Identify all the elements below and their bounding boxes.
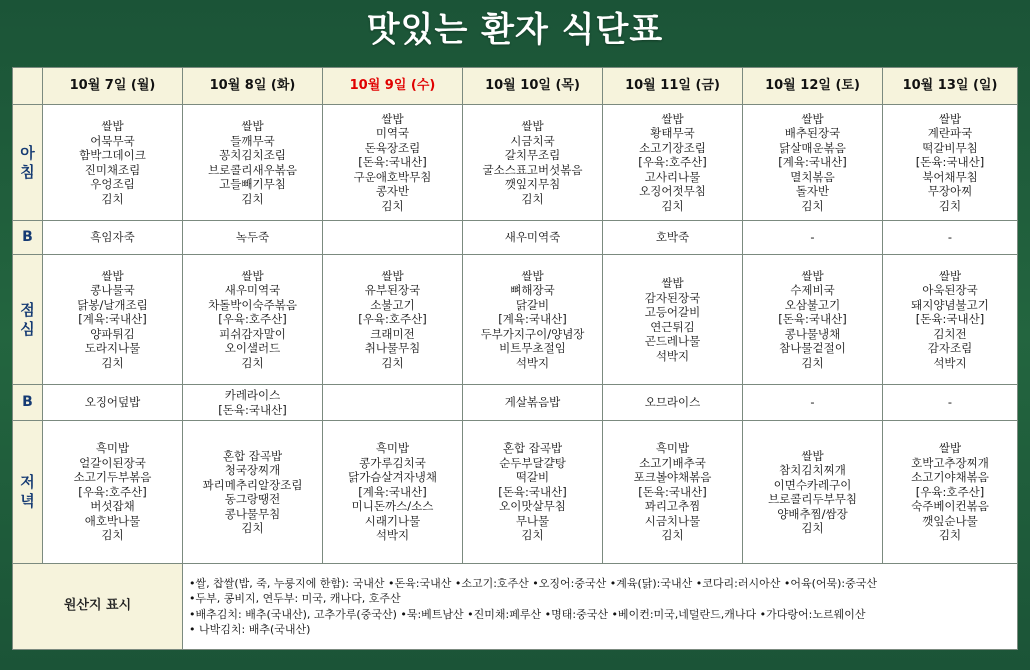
menu-cell (463, 385, 603, 421)
meal-label (13, 221, 43, 255)
menu-item: 애호박나물 (84, 513, 141, 528)
menu-item: 콩나물냉채 (784, 326, 841, 341)
day-header: 10월 8일 (화) (183, 68, 323, 105)
menu-item: 크래미전 (370, 326, 415, 341)
menu-item: 굴소스표고버섯볶음 (482, 162, 583, 177)
menu-item: [계육:국내산] (498, 312, 567, 327)
menu-item: 김치 (661, 198, 684, 213)
menu-item: 숙주베이컨볶음 (911, 499, 989, 514)
day-header: 10월 11일 (금) (603, 68, 743, 105)
meal-row (13, 221, 1018, 255)
menu-item: 참치김치찌개 (779, 463, 846, 477)
menu-item: 청국장찌개 (224, 463, 281, 477)
menu-item: 미역국 (375, 126, 410, 141)
menu-item: [돈육:국내산] (498, 484, 567, 499)
day-header: 10월 10일 (목) (463, 68, 603, 105)
menu-item: 김치 (241, 191, 264, 206)
menu-item: 석박지 (375, 528, 410, 543)
menu-item: 어묵무국 (90, 133, 135, 148)
menu-item: 소고기장조림 (639, 140, 706, 155)
menu-item: 새우미역죽 (504, 230, 561, 245)
menu-cell (463, 255, 603, 385)
menu-item: 쌀밥 (801, 448, 824, 463)
menu-item: 브로콜리두부무침 (768, 492, 857, 506)
menu-cell (603, 255, 743, 385)
menu-item: 도라지나물 (84, 341, 141, 356)
menu-item: 혼합 잡곡밥 (502, 441, 563, 456)
day-header: 10월 9일 (수) (323, 68, 463, 105)
menu-item: 우엉조림 (90, 177, 135, 191)
menu-item: 꽈리고추찜 (644, 499, 701, 514)
menu-item: 무나물 (515, 513, 550, 528)
menu-item: 차돌박이숙주볶음 (208, 297, 297, 312)
menu-item: 멸치볶음 (790, 169, 835, 184)
menu-item: 감자조림 (927, 341, 973, 356)
meal-label (13, 421, 43, 564)
menu-item: 고들빼기무침 (219, 177, 286, 191)
menu-item: 포크볼야채볶음 (633, 470, 712, 485)
meal-label (13, 255, 43, 385)
menu-cell (183, 255, 323, 385)
origin-line: • 나박김치: 배추(국내산) (189, 623, 311, 636)
menu-cell (603, 221, 743, 255)
menu-item: 계란파국 (927, 126, 973, 141)
menu-cell (183, 105, 323, 221)
menu-item: 김치전 (933, 326, 967, 341)
menu-item: 콩나물국 (90, 283, 135, 298)
menu-item: 쌀밥 (938, 111, 962, 126)
menu-item: [우육:호주산] (218, 312, 287, 327)
menu-item: 쌀밥 (101, 119, 124, 133)
menu-item: 콩자반 (375, 184, 410, 199)
menu-item: 미니돈까스/소스 (351, 499, 434, 514)
menu-item: 시금치나물 (644, 513, 701, 528)
menu-item: 오삼불고기 (784, 297, 841, 312)
origin-label: 원산지 표시 (13, 564, 183, 650)
menu-item: 소고기배추국 (639, 455, 706, 470)
meal-label-char: B (22, 229, 33, 245)
menu-item: 무장아찌 (927, 184, 973, 199)
menu-item: 흑미밥 (375, 441, 410, 456)
menu-item: 수제비국 (790, 283, 835, 298)
menu-item: 카레라이스 (224, 388, 281, 402)
menu-item: 들깨무국 (230, 133, 275, 148)
menu-item: 닭봉/날개조림 (77, 297, 148, 312)
menu-item: 쌀밥 (241, 268, 264, 283)
menu-item: 브로콜리새우볶음 (208, 162, 297, 177)
menu-item: 시금치국 (510, 133, 555, 148)
menu-item: 김치 (521, 528, 544, 543)
menu-item: 김치 (801, 521, 824, 535)
menu-item: 유부된장국 (364, 283, 421, 298)
meal-label-char: 아 (20, 143, 35, 162)
menu-item: [돈육:국내산] (778, 312, 847, 327)
menu-item: - (947, 395, 953, 410)
meal-label-char: B (22, 394, 33, 410)
menu-cell (183, 421, 323, 564)
menu-item: 취나물무침 (364, 341, 421, 356)
menu-cell (323, 385, 463, 421)
menu-item: 꽁치김치조림 (219, 148, 286, 162)
menu-item: [돈육:국내산] (218, 402, 287, 417)
menu-item: 양파튀김 (90, 326, 135, 341)
menu-item: 혼합 잡곡밥 (222, 448, 283, 463)
menu-cell (743, 421, 883, 564)
menu-item: [우육:호주산] (78, 484, 147, 499)
menu-item: [돈육:국내산] (638, 484, 707, 499)
menu-item: 쌀밥 (241, 119, 264, 133)
menu-cell (883, 421, 1018, 564)
menu-item: 배추된장국 (784, 126, 841, 141)
menu-item: 쌀밥 (521, 119, 544, 133)
menu-cell (883, 255, 1018, 385)
menu-item: 감자된장국 (644, 290, 701, 305)
menu-item: 소고기야채볶음 (911, 470, 989, 485)
day-header: 10월 12일 (토) (743, 68, 883, 105)
header-corner (13, 68, 43, 105)
meal-label-char: 저 (20, 473, 35, 491)
menu-item: 구운애호박무침 (353, 169, 432, 184)
menu-cell (463, 421, 603, 564)
origin-line: •배추김치: 배추(국내산), 고추가루(중국산) •묵:베트남산 •진미채:페루산 •명태:중국산 •베이컨:미국,네덜란드,캐나다 •가다랑어:노르웨이산 (189, 607, 866, 621)
menu-cell (43, 221, 183, 255)
menu-item: [우육:호주산] (915, 484, 985, 499)
menu-item: 김치 (381, 355, 404, 370)
origin-details (183, 564, 1018, 650)
day-header: 10월 13일 (일) (883, 68, 1018, 105)
menu-item: 새우미역국 (224, 283, 281, 298)
day-header: 10월 7일 (월) (43, 68, 183, 105)
menu-item: 돈육장조림 (364, 140, 421, 155)
menu-item: 김치 (241, 355, 264, 370)
menu-cell (43, 385, 183, 421)
menu-item: 김치 (101, 528, 124, 543)
menu-item: 녹두죽 (235, 230, 270, 245)
menu-item: 김치 (938, 528, 962, 543)
menu-item: 돼지양념불고기 (911, 297, 989, 312)
menu-cell (463, 221, 603, 255)
meal-plan-table (12, 67, 1018, 650)
menu-item: 김치 (101, 355, 124, 370)
menu-item: 흑임자죽 (90, 230, 135, 245)
meal-label-char: 심 (20, 319, 35, 338)
menu-item: - (947, 230, 953, 245)
menu-item: 김치 (381, 198, 404, 213)
meal-row (13, 255, 1018, 385)
menu-item: 쌀밥 (661, 111, 684, 126)
menu-cell (883, 221, 1018, 255)
menu-item: 황태무국 (650, 126, 695, 141)
menu-item: 이면수카레구이 (773, 477, 852, 492)
menu-item: 돌자반 (795, 184, 830, 199)
menu-item: 김치 (521, 191, 544, 206)
meal-row (13, 105, 1018, 221)
menu-item: 김치 (661, 528, 684, 543)
menu-cell (183, 385, 323, 421)
menu-item: 버섯잡채 (90, 499, 135, 514)
menu-item: 소고기두부볶음 (73, 470, 152, 485)
menu-item: 김치 (801, 355, 824, 370)
menu-item: 떡갈비무침 (922, 140, 978, 155)
menu-item: 오이샐러드 (224, 341, 281, 356)
menu-item: 쌀밥 (938, 441, 962, 456)
menu-item: 오므라이스 (644, 395, 701, 410)
menu-item: 김치 (938, 198, 962, 213)
menu-item: 쌀밥 (661, 276, 684, 290)
origin-line: •두부, 콩비지, 연두부: 미국, 캐나다, 호주산 (189, 592, 401, 605)
menu-item: 닭가슴살겨자냉채 (348, 470, 437, 485)
menu-item: 함박그데이크 (79, 148, 146, 162)
menu-cell (183, 221, 323, 255)
menu-item: 석박지 (515, 355, 550, 370)
menu-cell (323, 255, 463, 385)
menu-cell (463, 105, 603, 221)
menu-item: 쌀밥 (381, 111, 404, 126)
menu-item: 닭살매운볶음 (779, 140, 846, 155)
menu-item: 쌀밥 (801, 111, 824, 126)
menu-cell (323, 105, 463, 221)
meal-row (13, 421, 1018, 564)
menu-item: 호박죽 (655, 230, 690, 245)
menu-item: 쌀밥 (381, 268, 404, 283)
menu-item: 진미채조림 (84, 162, 141, 177)
menu-item: 비트무초절임 (499, 341, 566, 356)
menu-item: 호박고추장찌개 (911, 455, 989, 470)
menu-item: 꽈리메추리알장조림 (202, 477, 303, 492)
menu-item: 김치 (101, 191, 124, 206)
menu-item: 고등어갈비 (644, 305, 701, 319)
menu-item: 흑미밥 (95, 441, 130, 456)
menu-item: - (810, 230, 815, 245)
meal-label-char: 녁 (20, 492, 35, 510)
menu-item: 두부가지구이/양념장 (480, 326, 585, 341)
meal-label (13, 385, 43, 421)
menu-item: 아욱된장국 (922, 283, 978, 298)
menu-cell (603, 105, 743, 221)
menu-cell (883, 105, 1018, 221)
header-row (13, 68, 1018, 105)
menu-item: 양배추찜/쌈장 (777, 506, 848, 521)
menu-cell (603, 385, 743, 421)
page-title: 맛있는 환자 식단표 (366, 10, 664, 50)
meal-label-char: 침 (20, 162, 35, 181)
menu-item: [계육:국내산] (778, 155, 847, 170)
menu-item: - (810, 395, 815, 410)
menu-item: 쌀밥 (938, 268, 962, 283)
menu-cell (603, 421, 743, 564)
menu-cell (743, 221, 883, 255)
menu-item: 콩나물무침 (224, 506, 281, 521)
menu-item: 깻잎순나물 (922, 513, 978, 528)
origin-row (13, 564, 1018, 650)
menu-item: 쌀밥 (801, 268, 824, 283)
menu-item: 쌀밥 (101, 268, 124, 283)
menu-item: 피쉬감자말이 (219, 326, 286, 341)
menu-item: 얼갈이된장국 (79, 455, 146, 470)
menu-item: 깻잎지무침 (504, 177, 561, 191)
menu-item: 떡갈비 (515, 470, 550, 485)
menu-item: 흑미밥 (655, 441, 690, 456)
menu-item: 곤드레나물 (644, 334, 701, 348)
menu-item: 김치 (801, 198, 824, 213)
menu-item: 연근튀김 (650, 319, 695, 334)
menu-item: 소불고기 (370, 297, 415, 312)
menu-item: 쌀밥 (521, 268, 544, 283)
menu-item: [돈육:국내산] (915, 312, 985, 327)
menu-item: [돈육:국내산] (915, 155, 985, 170)
meal-label-char: 점 (20, 300, 35, 319)
menu-item: [우육:호주산] (358, 312, 427, 327)
menu-item: 석박지 (655, 348, 690, 363)
menu-cell (43, 255, 183, 385)
menu-cell (43, 421, 183, 564)
menu-cell (743, 385, 883, 421)
menu-item: 시래기나물 (364, 513, 421, 528)
menu-item: 갈치무조림 (504, 148, 561, 162)
menu-item: [계육:국내산] (78, 312, 147, 327)
menu-cell (743, 105, 883, 221)
menu-item: 뼈해장국 (510, 283, 555, 298)
menu-item: 북어채무침 (922, 169, 978, 184)
menu-item: 동그랑땡전 (224, 492, 281, 506)
menu-item: 고사리나물 (644, 169, 701, 184)
menu-item: [돈육:국내산] (358, 155, 427, 170)
menu-item: 참나물겉절이 (779, 341, 846, 356)
menu-cell (323, 421, 463, 564)
menu-item: [우육:호주산] (638, 155, 707, 170)
menu-item: 김치 (241, 521, 264, 535)
menu-item: 순두부달걀탕 (499, 455, 566, 470)
menu-cell (883, 385, 1018, 421)
menu-cell (43, 105, 183, 221)
menu-item: 오징어젓무침 (639, 184, 706, 199)
menu-item: 오이맛살무침 (499, 499, 566, 514)
menu-item: 게살볶음밥 (504, 395, 561, 410)
menu-item: 닭갈비 (515, 297, 550, 312)
menu-item: [계육:국내산] (358, 484, 427, 499)
meal-row (13, 385, 1018, 421)
menu-item: 석박지 (933, 355, 967, 370)
origin-line: •쌀, 찹쌀(밥, 죽, 누룽지에 한함): 국내산 •돈육:국내산 •소고기:호주산 •오징어:중국산 •계육(닭):국내산 •코다리:러시아산 •어육(어묵):중국산 (189, 576, 877, 590)
menu-cell (323, 221, 463, 255)
menu-item: 오징어덮밥 (84, 395, 141, 410)
menu-cell (743, 255, 883, 385)
menu-item: 콩가루김치국 (359, 455, 426, 470)
meal-label (13, 105, 43, 221)
